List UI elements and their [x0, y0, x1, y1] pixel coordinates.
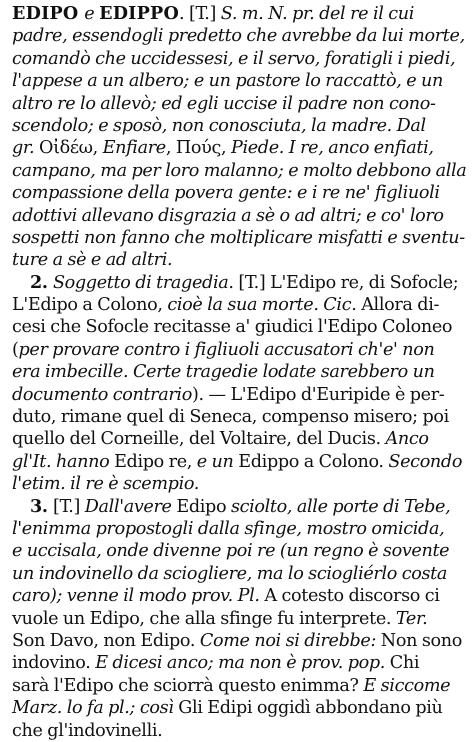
text-segment: l'enimma propostogli dalla sfinge, mostro omicida,	[12, 518, 445, 539]
text-segment: Enfiare	[102, 138, 166, 159]
text-segment: S. m. N. pr. del re il cui	[220, 4, 415, 24]
text-segment: ture a sè e ad altri.	[12, 250, 173, 271]
entry-text-line	[12, 540, 466, 562]
text-segment: . [T.]	[178, 4, 221, 24]
text-segment: comandò che uccidessesi, e il servo, foratigli i piedi,	[12, 48, 456, 69]
entry-text-line	[12, 563, 466, 585]
text-segment: E dicesi anco; ma non è prov. pop.	[95, 653, 386, 674]
text-segment: ,	[165, 138, 176, 159]
entry-text-line	[12, 93, 466, 115]
text-segment: EDIPO	[12, 3, 85, 24]
text-segment: Allora di-	[356, 295, 440, 316]
entry-text-line	[12, 115, 466, 137]
text-segment: e	[84, 4, 100, 24]
text-segment: per provare contro i figliuoli accusatori ch'e' non	[18, 339, 435, 360]
text-segment: Marz. lo fa pl.; così	[12, 698, 174, 719]
text-segment: L'Edipo a Colono,	[12, 295, 168, 316]
entry-text-line	[12, 406, 466, 428]
text-segment: 2.	[30, 271, 53, 293]
entry-text-line	[12, 585, 466, 607]
entry-text-line	[12, 697, 466, 719]
text-segment: . [T.] L'Edipo re, di Sofocle;	[228, 272, 459, 293]
text-segment: altro re lo allevò; ed egli uccise il padre non cono-	[12, 93, 436, 114]
text-segment: Edipo re,	[114, 451, 197, 472]
entry-text-line	[12, 70, 466, 92]
text-segment: sospetti non fanno che moltiplicare misfatti e sventu-	[12, 227, 465, 248]
text-segment: Οἰδέω	[39, 138, 93, 159]
entry-text-line	[12, 227, 466, 249]
entry-text-line	[12, 428, 466, 450]
text-segment: Son Davo, non Edipo.	[12, 630, 200, 651]
text-segment: A cotesto discorso ci	[259, 586, 440, 607]
text-segment: Gli Edipi oggidì abbondano più	[173, 698, 443, 719]
text-segment: Πούς	[175, 138, 221, 159]
text-segment: Dall'avere	[84, 496, 177, 517]
entry-text-line	[12, 518, 466, 540]
text-segment: che gl'indovinelli.	[12, 720, 163, 741]
text-segment: duto, rimane quel di Seneca, compenso misero; poi	[12, 407, 449, 428]
entry-text-line	[12, 316, 466, 338]
text-segment: Edippo a Colono.	[238, 451, 389, 472]
text-segment: padre, essendogli predetto che avrebbe da lui morte,	[12, 26, 465, 47]
entry-text-line	[12, 652, 466, 674]
entry-text-line	[12, 25, 466, 47]
entry-text-line	[12, 451, 466, 473]
text-segment: Soggetto di tragedia	[52, 272, 229, 293]
text-segment: E siccome	[363, 675, 451, 696]
text-segment: (	[12, 339, 19, 360]
text-segment: Ter.	[395, 608, 428, 629]
entry-text-line	[12, 182, 466, 204]
entry-text-line	[12, 294, 466, 316]
entry-text-line	[12, 272, 466, 294]
text-segment: Piede. I re, anco enfiati,	[230, 138, 434, 159]
text-segment: indovino.	[12, 653, 96, 674]
entry-text-line	[12, 160, 466, 182]
text-segment: Come noi si direbbe:	[199, 630, 377, 651]
text-segment: Secondo	[388, 451, 463, 472]
text-segment: Anco	[385, 429, 429, 450]
entry-text-line	[12, 720, 466, 742]
entry-text-line	[12, 608, 466, 630]
text-segment: era imbecille. Certe tragedie lodate sarebbero un	[12, 362, 435, 383]
text-segment: ). — L'Edipo d'Euripide è per-	[191, 384, 445, 405]
entry-text-line	[12, 630, 466, 652]
entry-text-line	[12, 384, 466, 406]
text-segment: Edipo	[176, 496, 231, 517]
text-segment: Chi	[385, 653, 420, 674]
text-segment: e un	[196, 451, 239, 472]
text-segment: quello del Corneille, del Voltaire, del Ducis.	[12, 429, 386, 450]
entry-text-line	[12, 473, 466, 495]
text-segment: scendolo; e sposò, non conosciuta, la madre. Dal	[12, 115, 426, 136]
text-segment: l'etim. il re è scempio.	[12, 474, 200, 495]
text-segment: Non sono	[376, 630, 462, 651]
text-segment: caro); venne il modo prov. Pl.	[12, 586, 260, 607]
entry-text-line	[12, 249, 466, 271]
entry-text-line	[12, 205, 466, 227]
text-segment: campano, ma per loro malanno; e molto debbono alla	[12, 160, 467, 181]
entry-text-line	[12, 3, 466, 25]
entry-text-line	[12, 361, 466, 383]
text-segment: sciolto, alle porte di Tebe,	[230, 496, 451, 517]
text-segment: cioè la sua morte. Cic.	[167, 295, 357, 316]
text-segment: sarà l'Edipo che sciorrà questo enimma?	[12, 675, 364, 696]
entry-text-line	[12, 675, 466, 697]
text-segment: adottivi allevano disgrazia a sè o ad altri; e co' loro	[12, 205, 444, 226]
text-segment: [T.]	[52, 496, 85, 517]
text-segment: compassione della povera gente: e i re ne' figliuoli	[12, 183, 440, 204]
text-segment: gl'It. hanno	[12, 451, 115, 472]
text-segment: gr.	[12, 138, 40, 159]
text-segment: documento contrario	[12, 384, 192, 405]
entry-text-line	[12, 48, 466, 70]
text-segment: l'appese a un albero; e un pastore lo raccattò, e un	[12, 71, 443, 92]
entry-text-line	[12, 496, 466, 518]
text-segment: ,	[220, 138, 231, 159]
entry-text-line	[12, 339, 466, 361]
text-segment: 3.	[30, 495, 53, 517]
text-segment: vuole un Edipo, che alla sfinge fu interprete.	[12, 608, 396, 629]
text-segment: e uccisala, onde divenne poi re (un regno è sovente	[12, 541, 450, 562]
text-segment: EDIPPO	[99, 3, 179, 24]
text-segment: ,	[92, 138, 103, 159]
text-segment: cesi che Sofocle recitasse a' giudici l'Edipo Coloneo	[12, 317, 453, 338]
entry-text-line	[12, 137, 466, 159]
text-segment: un indovinello da sciogliere, ma lo sciogliérlo costa	[12, 563, 448, 584]
